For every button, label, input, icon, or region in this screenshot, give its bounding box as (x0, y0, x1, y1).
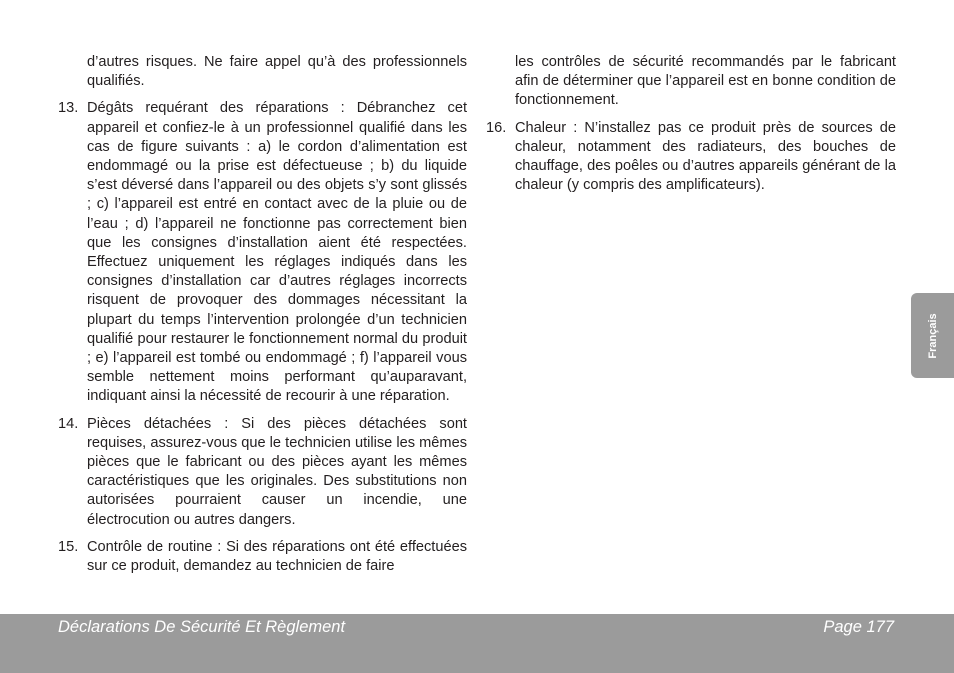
language-tab-label: Français (926, 312, 939, 359)
item-text: Dégâts requérant des réparations : Débranchez cet appareil et confiez-le à un professionnel qualifié dans les cas de figure suivants : a) le cordon d’alimentation est endommagé ou la prise est défectueuse ; b) du liquide s’est déversé dans l’appareil ou des objets s’y sont glissés ; c) l’appareil est entré en contact avec de la pluie ou de l’eau ; d) l’appareil ne fonctionne pas correctement bien que les consignes d’installation aient été respectées. Effectuez uniquement les réglages indiqués dans les consignes d’installation car d’autres réglages incorrects risquent de provoquer des dommages nécessitant la plupart du temps l’intervention prolongée d’un technicien qualifié pour restaurer le fonctionnement normal du produit ; e) l’appareil est tombé ou endommagé ; f) l’appareil vous semble nettement moins performant qu’auparavant, indiquant ainsi la nécessité de recourir à une réparation. (87, 100, 467, 405)
right-column (486, 53, 896, 195)
list-item (58, 415, 467, 530)
language-tab (911, 293, 954, 378)
item-number: 14. (58, 415, 79, 432)
page-number: Page 177 (823, 618, 894, 636)
continuation-text-left: d’autres risques. Ne faire appel qu’à des professionnels qualifiés. (87, 54, 467, 90)
list-item (58, 99, 467, 406)
item-number: 16. (486, 119, 507, 136)
list-item (486, 119, 896, 196)
continuation-text-right: les contrôles de sécurité recommandés par le fabricant afin de déterminer que l’appareil est en bonne condition de fonctionnement. (515, 54, 896, 109)
item-text: Chaleur : N’installez pas ce produit près de sources de chaleur, notamment des radiateurs, des bouches de chauffage, des poêles ou d’autres appareils générant de la chaleur (y compris des amplificateurs). (515, 119, 896, 194)
left-column (58, 53, 467, 576)
item-number: 13. (58, 100, 79, 117)
item-text: Pièces détachées : Si des pièces détachées sont requises, assurez-vous que le technicien utilise les mêmes pièces que le fabricant ou des pièces ayant les mêmes caractéristiques que les originales. Des substitutions non autorisées pourraient causer un incendie, une électrocution ou autres dangers. (87, 415, 467, 528)
page-footer (0, 614, 954, 673)
list-item (58, 538, 467, 576)
item-text: Contrôle de routine : Si des réparations ont été effectuées sur ce produit, demandez au technicien de faire (87, 538, 467, 575)
footer-title: Déclarations De Sécurité Et Règlement (58, 618, 346, 636)
item-number: 15. (58, 538, 79, 555)
